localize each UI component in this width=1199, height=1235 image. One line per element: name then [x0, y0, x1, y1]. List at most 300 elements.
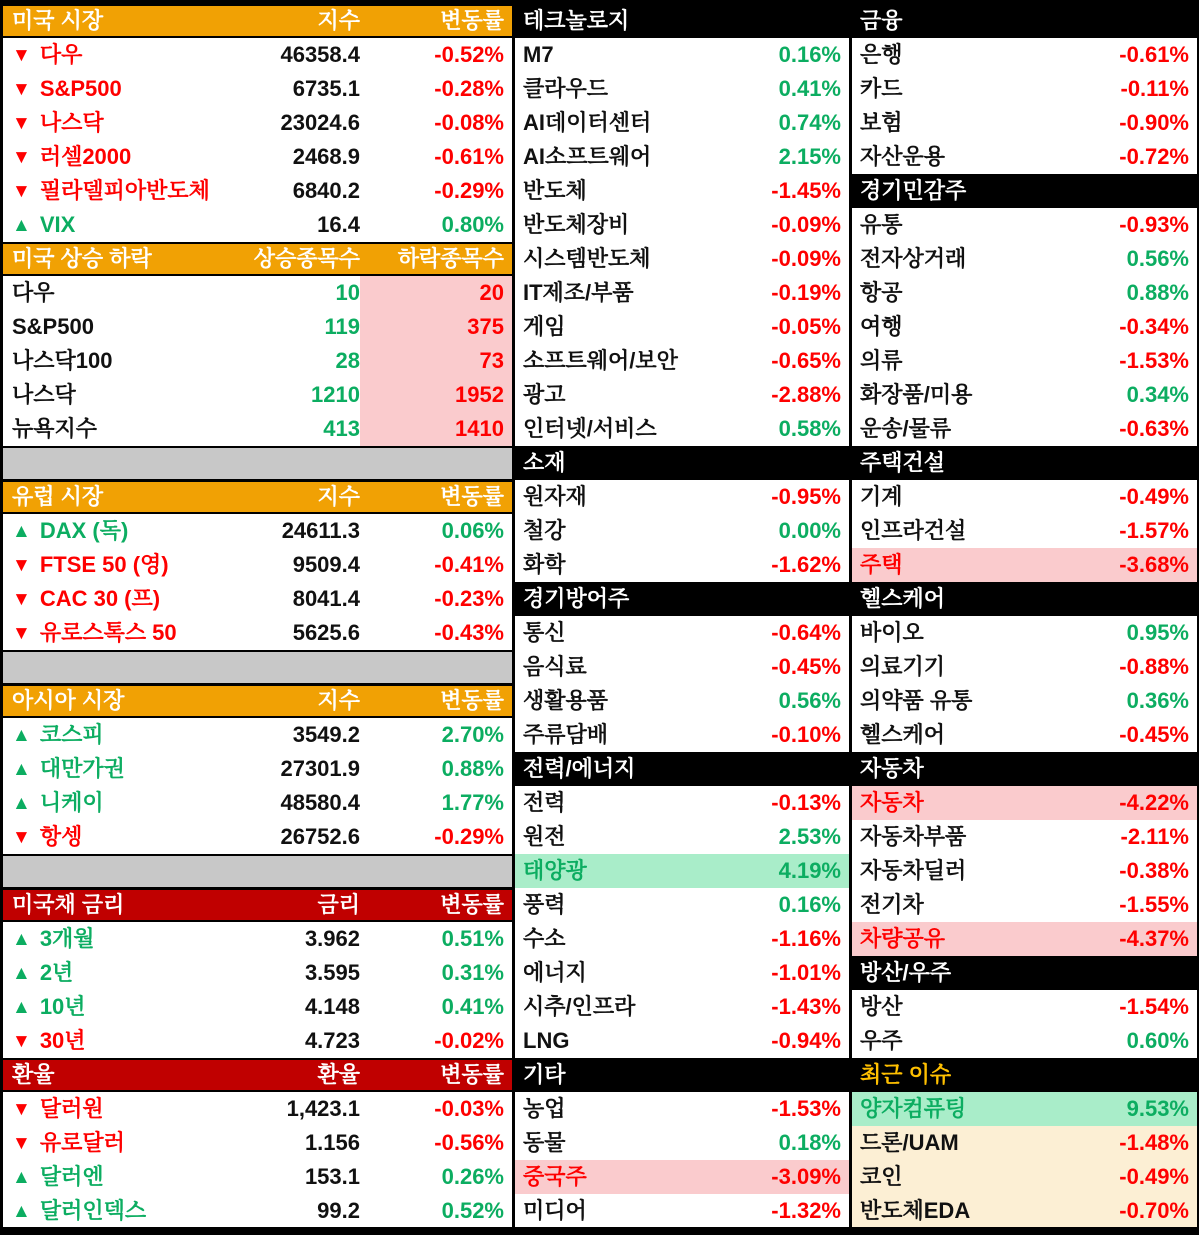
row-value: 5625.6 [292, 620, 360, 645]
row-label: 의류 [860, 348, 903, 373]
row-change: -0.61% [434, 144, 504, 169]
row-label: 통신 [523, 620, 566, 645]
row-change: -0.09% [771, 212, 841, 237]
row-label: 뉴욕지수 [12, 416, 98, 441]
section-title: 미국 시장 [12, 8, 104, 33]
down-arrow-icon: ▼ [12, 826, 31, 848]
row-label: 전기차 [860, 892, 924, 917]
column-header-change-label: 변동률 [440, 8, 504, 33]
column-header-value-label: 환율 [317, 1062, 360, 1087]
table-row [852, 208, 1197, 242]
row-change: 0.16% [778, 892, 841, 917]
table-row [515, 480, 849, 514]
row-value: 48580.4 [280, 790, 360, 815]
section-header-cyclical-stocks [852, 174, 1197, 208]
row-label-cell [3, 922, 215, 956]
row-label: 자동차 [860, 790, 924, 815]
table-row [515, 616, 849, 650]
row-change: 2.53% [778, 824, 841, 849]
table-row [515, 1024, 849, 1058]
section-header-housing-construction [852, 446, 1197, 480]
row-label-cell [3, 378, 215, 412]
row-value: 26752.6 [280, 824, 360, 849]
row-label-cell [3, 1160, 215, 1194]
row-label-cell [3, 514, 215, 548]
table-row [515, 548, 849, 582]
table-row [3, 922, 512, 956]
row-label-cell [852, 650, 1119, 684]
row-label-cell [515, 786, 771, 820]
up-arrow-icon: ▲ [12, 928, 31, 950]
row-label-cell [3, 616, 215, 650]
row-label-cell [3, 412, 215, 446]
row-label: FTSE 50 (영) [39, 552, 169, 577]
row-value: 119 [324, 314, 360, 339]
row-label: VIX [39, 212, 76, 237]
row-label-cell [852, 1024, 1127, 1058]
table-row [3, 344, 512, 378]
row-label-cell [852, 72, 1121, 106]
table-row [515, 1092, 849, 1126]
row-change: -0.45% [771, 654, 841, 679]
row-label: 방산 [860, 994, 903, 1019]
row-label: 클라우드 [523, 76, 609, 101]
row-label-cell [515, 276, 771, 310]
row-label: 반도체장비 [523, 212, 630, 237]
row-label-cell [515, 242, 771, 276]
table-row [852, 378, 1197, 412]
section-header-defensive-stocks [515, 582, 849, 616]
table-row [852, 854, 1197, 888]
row-value: 3549.2 [292, 722, 360, 747]
row-label: 바이오 [860, 620, 924, 645]
row-label-cell [3, 820, 215, 854]
table-row [515, 888, 849, 922]
row-label-cell [515, 72, 779, 106]
row-change: 0.41% [778, 76, 841, 101]
row-change: -0.65% [771, 348, 841, 373]
up-arrow-icon: ▲ [12, 724, 31, 746]
row-change: -0.41% [434, 552, 504, 577]
row-label: CAC 30 (프) [39, 586, 161, 611]
column-header-value-label: 지수 [317, 484, 360, 509]
row-label-cell [852, 1092, 1127, 1126]
row-change: -4.22% [1119, 790, 1189, 815]
section-header-us-advance-decline [3, 242, 512, 276]
row-change: 1952 [360, 378, 512, 412]
row-change: 9.53% [1126, 1096, 1189, 1121]
row-label-cell [3, 38, 215, 72]
row-change: -1.57% [1119, 518, 1189, 543]
row-change: 0.16% [778, 42, 841, 67]
table-row [515, 72, 849, 106]
down-arrow-icon: ▼ [12, 1030, 31, 1052]
row-change: -1.48% [1119, 1130, 1189, 1155]
row-value: 1210 [311, 382, 360, 407]
row-label-cell [3, 548, 215, 582]
down-arrow-icon: ▼ [12, 44, 31, 66]
table-row [3, 820, 512, 854]
row-label: 생활용품 [523, 688, 609, 713]
row-label-cell [852, 1126, 1119, 1160]
row-label-cell [3, 140, 215, 174]
row-label: 10년 [39, 994, 86, 1019]
table-row [3, 514, 512, 548]
row-change: -0.95% [771, 484, 841, 509]
row-label-cell [852, 208, 1119, 242]
row-label-cell [515, 514, 779, 548]
row-label-cell [3, 786, 215, 820]
row-label-cell [515, 378, 771, 412]
row-label-cell [852, 786, 1119, 820]
row-change: -0.45% [1119, 722, 1189, 747]
row-label-cell [3, 1024, 215, 1058]
table-row [852, 1194, 1197, 1227]
table-row [3, 616, 512, 650]
row-change: -0.34% [1119, 314, 1189, 339]
row-label: 카드 [860, 76, 903, 101]
table-row [852, 1160, 1197, 1194]
table-row [852, 106, 1197, 140]
row-label: 미디어 [523, 1198, 587, 1223]
row-label-cell [3, 582, 215, 616]
table-row [3, 786, 512, 820]
row-value: 28 [335, 348, 360, 373]
section-title: 경기민감주 [860, 178, 967, 203]
row-change: -0.93% [1119, 212, 1189, 237]
table-row [515, 242, 849, 276]
section-title: 유럽 시장 [12, 484, 104, 509]
row-label-cell [515, 1160, 771, 1194]
up-arrow-icon: ▲ [12, 758, 31, 780]
row-label: 에너지 [523, 960, 587, 985]
row-change: 1.77% [441, 790, 504, 815]
row-label: 인프라건설 [860, 518, 967, 543]
section-title: 전력/에너지 [523, 756, 636, 781]
row-value: 413 [323, 416, 360, 441]
row-change: 0.95% [1126, 620, 1189, 645]
table-row [3, 140, 512, 174]
table-row [852, 38, 1197, 72]
row-label: 시스템반도체 [523, 246, 651, 271]
table-row [515, 310, 849, 344]
table-row [515, 208, 849, 242]
row-value: 3.962 [304, 926, 360, 951]
down-arrow-icon: ▼ [12, 588, 31, 610]
row-change: -0.90% [1119, 110, 1189, 135]
row-label-cell [515, 1092, 771, 1126]
table-row [3, 174, 512, 208]
row-label-cell [852, 514, 1119, 548]
row-change: -0.09% [771, 246, 841, 271]
row-label: 시추/인프라 [523, 994, 636, 1019]
row-label-cell [852, 684, 1127, 718]
row-value: 99.2 [317, 1198, 360, 1223]
down-arrow-icon: ▼ [12, 1098, 31, 1120]
row-change: -0.11% [1120, 76, 1189, 101]
row-change: 0.80% [441, 212, 504, 237]
section-title: 환율 [12, 1062, 55, 1087]
row-change: -1.62% [771, 552, 841, 577]
row-change: 2.15% [778, 144, 841, 169]
row-label: 달러인덱스 [39, 1198, 147, 1223]
row-label: M7 [523, 42, 554, 67]
row-label-cell [852, 616, 1127, 650]
row-label: 동물 [523, 1130, 566, 1155]
section-header-recent-issues [852, 1058, 1197, 1092]
row-label-cell [515, 684, 779, 718]
row-label-cell [3, 1126, 215, 1160]
row-change: -0.19% [771, 280, 841, 305]
table-row [852, 344, 1197, 378]
row-label: 여행 [860, 314, 903, 339]
row-label-cell [852, 344, 1119, 378]
row-change: -0.52% [434, 42, 504, 67]
table-row [515, 922, 849, 956]
column-sectors-tech-energy [515, 4, 849, 1227]
table-row [515, 990, 849, 1024]
row-change: -0.05% [771, 314, 841, 339]
table-row [515, 344, 849, 378]
row-value: 1,423.1 [286, 1096, 360, 1121]
table-row [515, 1160, 849, 1194]
row-label-cell [515, 208, 771, 242]
row-label-cell [515, 310, 771, 344]
row-label-cell [515, 548, 771, 582]
row-label-cell [852, 888, 1119, 922]
column-global-markets [3, 4, 512, 1227]
row-change: -0.49% [1119, 1164, 1189, 1189]
section-header-etc [515, 1058, 849, 1092]
row-label: 반도체EDA [860, 1198, 971, 1223]
row-label: 인터넷/서비스 [523, 416, 657, 441]
row-label: 풍력 [523, 892, 566, 917]
row-label-cell [852, 38, 1119, 72]
row-change: 0.31% [441, 960, 504, 985]
table-row [3, 548, 512, 582]
row-label-cell [515, 344, 771, 378]
row-change: -1.54% [1119, 994, 1189, 1019]
column-header-change-label: 하락종목수 [397, 246, 504, 271]
row-label: DAX (독) [39, 518, 129, 543]
table-row [515, 174, 849, 208]
up-arrow-icon: ▲ [12, 1166, 31, 1188]
row-change: -0.03% [434, 1096, 504, 1121]
row-change: 20 [360, 276, 512, 310]
row-label: 항공 [860, 280, 903, 305]
row-value: 3.595 [304, 960, 360, 985]
column-sectors-finance-issues [852, 4, 1197, 1227]
table-row [852, 276, 1197, 310]
row-label-cell [515, 140, 779, 174]
row-value: 2468.9 [292, 144, 360, 169]
spacer-row [3, 854, 512, 888]
row-value: 4.148 [304, 994, 360, 1019]
down-arrow-icon: ▼ [12, 78, 31, 100]
table-row [515, 140, 849, 174]
row-label-cell [515, 1194, 771, 1227]
row-change: 4.19% [778, 858, 841, 883]
down-arrow-icon: ▼ [12, 554, 31, 576]
row-label: 니케이 [39, 790, 104, 815]
up-arrow-icon: ▲ [12, 962, 31, 984]
table-row [3, 412, 512, 446]
row-value: 6840.2 [292, 178, 360, 203]
column-header-value-label: 지수 [317, 8, 360, 33]
down-arrow-icon: ▼ [12, 146, 31, 168]
section-title: 방산/우주 [860, 960, 952, 985]
row-label-cell [852, 820, 1121, 854]
row-change: 0.34% [1126, 382, 1189, 407]
row-label-cell [852, 378, 1127, 412]
table-row [3, 718, 512, 752]
section-title: 자동차 [860, 756, 924, 781]
row-label-cell [515, 480, 771, 514]
row-label-cell [3, 208, 215, 242]
row-label: 달러엔 [39, 1164, 104, 1189]
row-label: AI데이터센터 [523, 110, 652, 135]
row-label-cell [852, 276, 1127, 310]
row-value: 8041.4 [292, 586, 360, 611]
row-value: 24611.3 [281, 518, 360, 543]
row-change: -1.45% [771, 178, 841, 203]
row-label: 전력 [523, 790, 566, 815]
table-row [852, 310, 1197, 344]
row-change: 0.06% [441, 518, 504, 543]
row-label-cell [515, 1126, 779, 1160]
row-label: 음식료 [523, 654, 587, 679]
row-label-cell [515, 854, 779, 888]
table-row [515, 514, 849, 548]
table-row [852, 786, 1197, 820]
row-label: 주류담배 [523, 722, 609, 747]
row-label: 2년 [39, 960, 74, 985]
row-label-cell [515, 412, 779, 446]
row-label-cell [3, 718, 215, 752]
row-label: 30년 [39, 1028, 86, 1053]
column-header-change-label: 변동률 [440, 688, 504, 713]
row-change: -1.53% [771, 1096, 841, 1121]
row-change: 0.58% [778, 416, 841, 441]
row-change: -0.70% [1119, 1198, 1189, 1223]
row-change: -4.37% [1119, 926, 1189, 951]
row-change: 73 [360, 344, 512, 378]
row-label: 주택 [860, 552, 903, 577]
row-value: 153.1 [304, 1164, 360, 1189]
section-header-technology [515, 4, 849, 38]
table-row [3, 1160, 512, 1194]
section-title: 주택건설 [860, 450, 946, 475]
row-label-cell [515, 820, 779, 854]
section-header-materials [515, 446, 849, 480]
section-title: 아시아 시장 [12, 688, 125, 713]
row-label: 소프트웨어/보안 [523, 348, 678, 373]
section-header-asia-market [3, 684, 512, 718]
table-row [852, 242, 1197, 276]
row-change: 0.00% [778, 518, 841, 543]
table-row [852, 718, 1197, 752]
row-label-cell [3, 990, 215, 1024]
table-row [3, 106, 512, 140]
row-label: LNG [523, 1028, 570, 1053]
row-label: 나스닥 [39, 110, 104, 135]
row-label: 중국주 [523, 1164, 587, 1189]
row-label-cell [852, 140, 1119, 174]
table-row [3, 582, 512, 616]
row-change: -1.53% [1119, 348, 1189, 373]
row-label: 필라델피아반도체 [39, 178, 210, 203]
row-change: -0.94% [771, 1028, 841, 1053]
table-row [3, 1092, 512, 1126]
row-change: -0.29% [434, 824, 504, 849]
row-label: 광고 [523, 382, 566, 407]
row-label: 화장품/미용 [860, 382, 973, 407]
table-row [852, 888, 1197, 922]
table-row [852, 1126, 1197, 1160]
row-change: 1410 [360, 412, 512, 446]
row-label: 러셀2000 [39, 144, 132, 169]
row-change: -0.88% [1119, 654, 1189, 679]
row-label: 보험 [860, 110, 903, 135]
row-label: 코인 [860, 1164, 903, 1189]
row-label-cell [3, 174, 215, 208]
row-label-cell [515, 650, 771, 684]
row-label: AI소프트웨어 [523, 144, 652, 169]
row-change: -0.61% [1119, 42, 1189, 67]
row-label: 기계 [860, 484, 903, 509]
row-label: 자산운용 [860, 144, 946, 169]
table-row [852, 1024, 1197, 1058]
row-change: -0.56% [434, 1130, 504, 1155]
row-value: 9509.4 [292, 552, 360, 577]
table-row [852, 650, 1197, 684]
down-arrow-icon: ▼ [12, 112, 31, 134]
row-label: 나스닥 [12, 382, 76, 407]
row-change: 0.88% [1126, 280, 1189, 305]
row-label-cell [515, 888, 779, 922]
table-row [3, 208, 512, 242]
section-title: 테크놀로지 [523, 8, 630, 33]
row-value: 27301.9 [280, 756, 360, 781]
table-row [515, 1194, 849, 1227]
row-change: -1.43% [771, 994, 841, 1019]
row-label-cell [852, 1160, 1119, 1194]
table-row [852, 684, 1197, 718]
table-row [3, 752, 512, 786]
section-title: 미국 상승 하락 [12, 246, 152, 271]
table-row [3, 72, 512, 106]
row-change: -0.23% [434, 586, 504, 611]
up-arrow-icon: ▲ [12, 996, 31, 1018]
section-header-healthcare [852, 582, 1197, 616]
row-change: -0.13% [771, 790, 841, 815]
table-row [515, 378, 849, 412]
row-label: 태양광 [523, 858, 587, 883]
up-arrow-icon: ▲ [12, 520, 31, 542]
up-arrow-icon: ▲ [12, 792, 31, 814]
row-label: 원자재 [523, 484, 587, 509]
table-row [3, 1194, 512, 1227]
row-value: 23024.6 [280, 110, 360, 135]
row-change: 0.74% [778, 110, 841, 135]
row-change: 0.26% [441, 1164, 504, 1189]
row-label-cell [3, 956, 215, 990]
section-title: 소재 [523, 450, 566, 475]
table-row [852, 1092, 1197, 1126]
table-row [852, 548, 1197, 582]
row-change: -0.72% [1119, 144, 1189, 169]
table-row [515, 1126, 849, 1160]
